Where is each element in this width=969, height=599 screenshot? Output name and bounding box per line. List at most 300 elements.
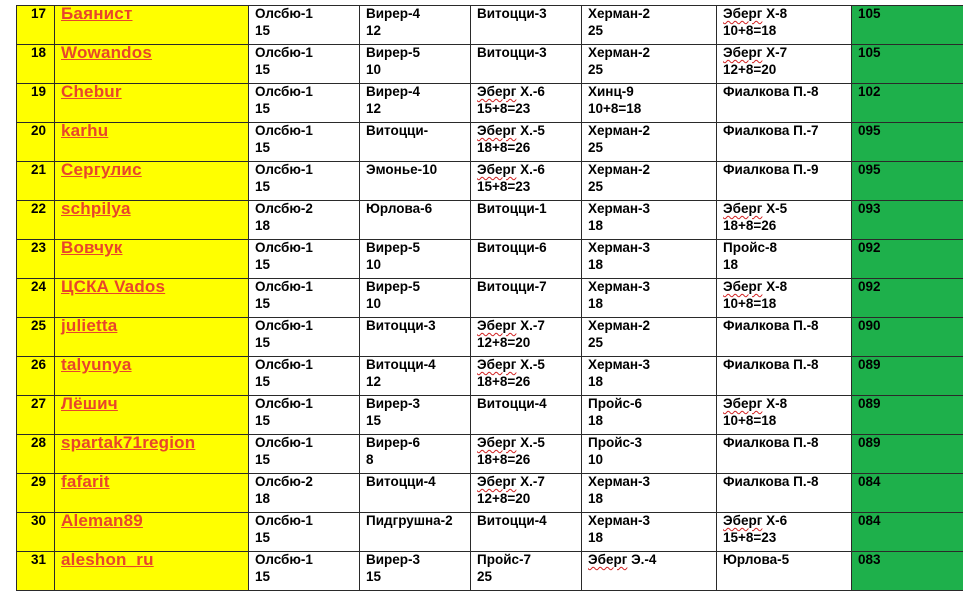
pick-points (477, 62, 581, 79)
pick-name: Вирер-3 (366, 396, 421, 411)
pick-name: Эберг Х-8 (723, 396, 788, 411)
rank-cell: 22 (17, 201, 55, 240)
pick-cell (717, 318, 852, 357)
table-row (17, 513, 964, 552)
pick-points: 18 (588, 257, 604, 272)
pick-name: Вирер-5 (366, 45, 421, 60)
pick-points: 15+8=23 (723, 530, 777, 545)
pick-cell (717, 396, 852, 435)
pick-name: Эберг Х.-5 (477, 435, 545, 450)
pick-points: 15 (366, 569, 382, 584)
pick-cell (582, 6, 717, 45)
pick-name: Олсбю-2 (255, 201, 313, 216)
pick-name: Херман-3 (588, 357, 651, 372)
pick-name: Херман-3 (588, 474, 651, 489)
player-nick-link[interactable]: ЦСКА Vados (61, 278, 166, 296)
pick-points: 15 (255, 257, 271, 272)
nick-cell (55, 513, 249, 552)
pick-name: Витоцци-4 (477, 513, 547, 528)
table-row (17, 357, 964, 396)
rank-cell: 17 (17, 6, 55, 45)
pick-cell (249, 201, 360, 240)
standings-table (16, 5, 964, 591)
pick-name: Вирер-4 (366, 84, 421, 99)
total-score-cell: 089 (852, 435, 964, 474)
pick-points: 25 (588, 179, 604, 194)
pick-points: 15+8=23 (477, 101, 531, 116)
pick-cell (717, 123, 852, 162)
pick-points: 15+8=23 (477, 179, 531, 194)
pick-cell (249, 552, 360, 591)
pick-cell (249, 396, 360, 435)
pick-points: 18+8=26 (477, 452, 531, 467)
pick-name: Эберг Х-8 (723, 279, 788, 294)
pick-cell (249, 6, 360, 45)
player-nick-link[interactable]: aleshon_ru (61, 551, 154, 569)
pick-points: 8 (366, 452, 374, 467)
pick-name: Эберг Х.-6 (477, 84, 545, 99)
total-score-cell: 095 (852, 123, 964, 162)
table-body (17, 6, 964, 591)
pick-points (477, 257, 581, 274)
pick-cell (360, 162, 471, 201)
pick-cell (582, 45, 717, 84)
pick-name: Вирер-4 (366, 6, 421, 21)
pick-points (366, 218, 470, 235)
pick-points (477, 413, 581, 430)
pick-cell (360, 474, 471, 513)
pick-name: Эберг Э.-4 (588, 552, 657, 567)
pick-points: 18 (588, 374, 604, 389)
pick-cell (360, 318, 471, 357)
pick-name: Фиалкова П.-8 (723, 357, 819, 372)
pick-points (723, 491, 851, 508)
pick-name: Олсбю-1 (255, 552, 313, 567)
pick-points: 12+8=20 (477, 491, 531, 506)
pick-cell (582, 513, 717, 552)
total-score-cell: 105 (852, 45, 964, 84)
pick-points (723, 335, 851, 352)
total-score-cell: 090 (852, 318, 964, 357)
total-score-cell: 092 (852, 240, 964, 279)
pick-cell (717, 6, 852, 45)
pick-cell (717, 435, 852, 474)
player-nick-link[interactable]: Aleman89 (61, 512, 143, 530)
pick-name: Витоцци-3 (477, 6, 547, 21)
table-row (17, 240, 964, 279)
pick-points: 10 (588, 452, 604, 467)
pick-cell (471, 318, 582, 357)
pick-name: Витоцци-4 (366, 474, 436, 489)
right-edge (963, 5, 969, 599)
pick-cell (249, 474, 360, 513)
pick-cell (249, 123, 360, 162)
pick-name: Пройс-7 (477, 552, 532, 567)
player-nick-link[interactable]: Chebur (61, 83, 122, 101)
pick-name: Витоцци-6 (477, 240, 547, 255)
rank-cell: 28 (17, 435, 55, 474)
pick-name: Эберг Х-8 (723, 6, 788, 21)
pick-name: Фиалкова П.-8 (723, 435, 819, 450)
pick-cell (360, 396, 471, 435)
pick-cell (360, 513, 471, 552)
player-nick-link[interactable]: Лёшич (61, 395, 118, 413)
pick-cell (717, 201, 852, 240)
pick-name: Фиалкова П.-8 (723, 474, 819, 489)
table-row (17, 552, 964, 591)
nick-cell (55, 45, 249, 84)
pick-cell (471, 162, 582, 201)
pick-points: 10+8=18 (723, 296, 777, 311)
pick-name: Фиалкова П.-7 (723, 123, 819, 138)
pick-cell (471, 240, 582, 279)
pick-points (366, 335, 470, 352)
pick-points: 15 (255, 452, 271, 467)
pick-points: 15 (255, 335, 271, 350)
pick-name: Херман-2 (588, 45, 651, 60)
pick-points (366, 491, 470, 508)
pick-points: 15 (255, 179, 271, 194)
pick-cell (471, 123, 582, 162)
table-row (17, 162, 964, 201)
pick-name: Витоцци-1 (477, 201, 547, 216)
pick-points: 12 (366, 101, 382, 116)
nick-cell (55, 435, 249, 474)
nick-cell (55, 162, 249, 201)
pick-cell (717, 84, 852, 123)
pick-cell (471, 552, 582, 591)
total-score-cell: 089 (852, 396, 964, 435)
pick-name: Эмонье-10 (366, 162, 438, 177)
nick-cell (55, 396, 249, 435)
total-score-cell: 095 (852, 162, 964, 201)
rank-cell: 20 (17, 123, 55, 162)
nick-cell (55, 201, 249, 240)
pick-points (723, 569, 851, 586)
pick-cell (360, 123, 471, 162)
pick-name: Эберг Х-6 (723, 513, 788, 528)
pick-name: Пидгрушна-2 (366, 513, 453, 528)
table-row (17, 123, 964, 162)
pick-cell (582, 123, 717, 162)
pick-points (477, 530, 581, 547)
pick-name: Фиалкова П.-8 (723, 318, 819, 333)
pick-name: Хинц-9 (588, 84, 634, 99)
pick-points: 18 (588, 296, 604, 311)
nick-cell (55, 474, 249, 513)
player-nick-link[interactable]: Сергулис (61, 161, 142, 179)
pick-name: Фиалкова П.-9 (723, 162, 819, 177)
pick-cell (717, 162, 852, 201)
pick-points (366, 140, 470, 157)
pick-points (723, 101, 851, 118)
player-nick-link[interactable]: Баянист (61, 5, 133, 23)
pick-points: 18 (588, 491, 604, 506)
pick-points: 10+8=18 (723, 23, 777, 38)
pick-name: Пройс-6 (588, 396, 643, 411)
pick-cell (471, 201, 582, 240)
pick-cell (582, 84, 717, 123)
player-nick-link[interactable]: karhu (61, 122, 109, 140)
total-score-cell: 093 (852, 201, 964, 240)
pick-name: Витоцци-7 (477, 279, 547, 294)
pick-cell (471, 435, 582, 474)
pick-name: Херман-3 (588, 513, 651, 528)
pick-points: 15 (255, 413, 271, 428)
pick-points: 12 (366, 23, 382, 38)
pick-points (366, 530, 470, 547)
pick-points: 10+8=18 (723, 413, 777, 428)
pick-cell (471, 6, 582, 45)
pick-cell (717, 474, 852, 513)
pick-cell (582, 318, 717, 357)
total-score-cell: 089 (852, 357, 964, 396)
pick-cell (249, 357, 360, 396)
player-nick-link[interactable]: julietta (61, 317, 118, 335)
pick-points: 25 (588, 23, 604, 38)
pick-name: Витоцци-4 (477, 396, 547, 411)
pick-name: Витоцци- (366, 123, 429, 138)
rank-cell: 24 (17, 279, 55, 318)
pick-points: 25 (477, 569, 493, 584)
pick-name: Олсбю-1 (255, 123, 313, 138)
player-nick-link[interactable]: Wowandos (61, 44, 153, 62)
pick-points: 18 (588, 413, 604, 428)
nick-cell (55, 357, 249, 396)
pick-name: Эберг Х.-5 (477, 357, 545, 372)
pick-cell (582, 201, 717, 240)
rank-cell: 23 (17, 240, 55, 279)
pick-name: Херман-2 (588, 6, 651, 21)
pick-name: Витоцци-3 (477, 45, 547, 60)
pick-points (366, 179, 470, 196)
pick-cell (249, 162, 360, 201)
pick-name: Олсбю-1 (255, 6, 313, 21)
rank-cell: 25 (17, 318, 55, 357)
pick-cell (582, 279, 717, 318)
pick-cell (471, 279, 582, 318)
pick-points: 25 (588, 335, 604, 350)
total-score-cell: 092 (852, 279, 964, 318)
pick-points (723, 452, 851, 469)
pick-name: Херман-3 (588, 240, 651, 255)
pick-cell (249, 84, 360, 123)
pick-name: Олсбю-1 (255, 240, 313, 255)
table-row (17, 45, 964, 84)
rank-cell: 31 (17, 552, 55, 591)
pick-cell (582, 474, 717, 513)
pick-points: 18 (588, 530, 604, 545)
pick-cell (360, 6, 471, 45)
pick-name: Херман-2 (588, 318, 651, 333)
nick-cell (55, 84, 249, 123)
pick-name: Олсбю-1 (255, 162, 313, 177)
pick-cell (249, 45, 360, 84)
pick-points: 18+8=26 (723, 218, 777, 233)
pick-points: 12+8=20 (477, 335, 531, 350)
pick-points (723, 374, 851, 391)
pick-cell (717, 552, 852, 591)
pick-name: Витоцци-3 (366, 318, 436, 333)
pick-points: 15 (255, 530, 271, 545)
pick-name: Вирер-3 (366, 552, 421, 567)
rank-cell: 21 (17, 162, 55, 201)
rank-cell: 30 (17, 513, 55, 552)
pick-points (477, 296, 581, 313)
nick-cell (55, 240, 249, 279)
pick-points (723, 140, 851, 157)
player-nick-link[interactable]: fafarit (61, 473, 110, 491)
total-score-cell: 084 (852, 474, 964, 513)
total-score-cell: 084 (852, 513, 964, 552)
pick-points: 10+8=18 (588, 101, 642, 116)
pick-name: Эберг Х.-5 (477, 123, 545, 138)
pick-name: Вирер-6 (366, 435, 421, 450)
pick-points: 15 (255, 140, 271, 155)
pick-cell (471, 84, 582, 123)
pick-points: 12+8=20 (723, 62, 777, 77)
nick-cell (55, 6, 249, 45)
pick-cell (249, 318, 360, 357)
pick-cell (582, 357, 717, 396)
pick-cell (471, 357, 582, 396)
pick-name: Эберг Х-7 (723, 45, 788, 60)
rank-cell: 27 (17, 396, 55, 435)
player-nick-link[interactable]: spartak71region (61, 434, 196, 452)
pick-name: Витоцци-4 (366, 357, 436, 372)
pick-cell (471, 45, 582, 84)
table-row (17, 474, 964, 513)
table-row (17, 279, 964, 318)
pick-name: Олсбю-1 (255, 396, 313, 411)
rank-cell: 19 (17, 84, 55, 123)
pick-points: 12 (366, 374, 382, 389)
pick-cell (249, 513, 360, 552)
pick-points: 15 (255, 23, 271, 38)
pick-name: Вирер-5 (366, 240, 421, 255)
pick-cell (360, 357, 471, 396)
pick-cell (360, 45, 471, 84)
pick-cell (717, 240, 852, 279)
pick-cell (717, 45, 852, 84)
pick-points: 18+8=26 (477, 140, 531, 155)
pick-points: 18 (255, 491, 271, 506)
pick-cell (471, 474, 582, 513)
pick-points: 15 (255, 569, 271, 584)
pick-cell (582, 552, 717, 591)
nick-cell (55, 123, 249, 162)
pick-points: 18+8=26 (477, 374, 531, 389)
pick-points: 15 (255, 62, 271, 77)
pick-name: Херман-2 (588, 123, 651, 138)
pick-name: Олсбю-1 (255, 84, 313, 99)
total-score-cell: 105 (852, 6, 964, 45)
pick-name: Эберг Х.-7 (477, 318, 545, 333)
pick-name: Эберг Х-5 (723, 201, 788, 216)
table-row (17, 435, 964, 474)
pick-cell (717, 279, 852, 318)
rank-cell: 18 (17, 45, 55, 84)
rank-cell: 29 (17, 474, 55, 513)
pick-points: 18 (588, 218, 604, 233)
pick-points (477, 23, 581, 40)
pick-name: Фиалкова П.-8 (723, 84, 819, 99)
pick-name: Олсбю-1 (255, 279, 313, 294)
pick-points: 10 (366, 62, 382, 77)
pick-points: 10 (366, 257, 382, 272)
pick-cell (717, 357, 852, 396)
pick-cell (360, 201, 471, 240)
pick-name: Пройс-8 (723, 240, 778, 255)
pick-name: Вирер-5 (366, 279, 421, 294)
pick-cell (471, 396, 582, 435)
pick-cell (582, 162, 717, 201)
pick-name: Олсбю-1 (255, 318, 313, 333)
pick-points: 25 (588, 140, 604, 155)
nick-cell (55, 279, 249, 318)
pick-cell (360, 552, 471, 591)
pick-points (477, 218, 581, 235)
pick-cell (360, 279, 471, 318)
pick-cell (360, 84, 471, 123)
nick-cell (55, 552, 249, 591)
pick-name: Олсбю-2 (255, 474, 313, 489)
pick-name: Олсбю-1 (255, 435, 313, 450)
pick-points: 18 (723, 257, 739, 272)
pick-name: Олсбю-1 (255, 513, 313, 528)
rank-cell: 26 (17, 357, 55, 396)
pick-points: 15 (255, 101, 271, 116)
pick-cell (249, 279, 360, 318)
table-row (17, 396, 964, 435)
pick-cell (717, 513, 852, 552)
pick-name: Херман-2 (588, 162, 651, 177)
table-row (17, 318, 964, 357)
pick-name: Юрлова-6 (366, 201, 433, 216)
player-nick-link[interactable]: schpilya (61, 200, 131, 218)
player-nick-link[interactable]: talyunya (61, 356, 132, 374)
table-row (17, 201, 964, 240)
pick-name: Херман-3 (588, 279, 651, 294)
pick-cell (249, 240, 360, 279)
table-row (17, 84, 964, 123)
pick-name: Эберг Х.-7 (477, 474, 545, 489)
pick-cell (582, 435, 717, 474)
pick-points: 15 (255, 296, 271, 311)
total-score-cell: 102 (852, 84, 964, 123)
pick-points: 15 (255, 374, 271, 389)
table-row (17, 6, 964, 45)
pick-cell (471, 513, 582, 552)
pick-points (723, 179, 851, 196)
pick-cell (249, 435, 360, 474)
pick-name: Олсбю-1 (255, 357, 313, 372)
pick-points (588, 569, 716, 586)
pick-name: Пройс-3 (588, 435, 643, 450)
pick-name: Херман-3 (588, 201, 651, 216)
nick-cell (55, 318, 249, 357)
pick-cell (360, 240, 471, 279)
pick-cell (582, 396, 717, 435)
pick-name: Юрлова-5 (723, 552, 790, 567)
pick-name: Эберг Х.-6 (477, 162, 545, 177)
pick-cell (582, 240, 717, 279)
total-score-cell: 083 (852, 552, 964, 591)
pick-points: 18 (255, 218, 271, 233)
player-nick-link[interactable]: Вовчук (61, 239, 123, 257)
pick-points: 10 (366, 296, 382, 311)
pick-points: 15 (366, 413, 382, 428)
